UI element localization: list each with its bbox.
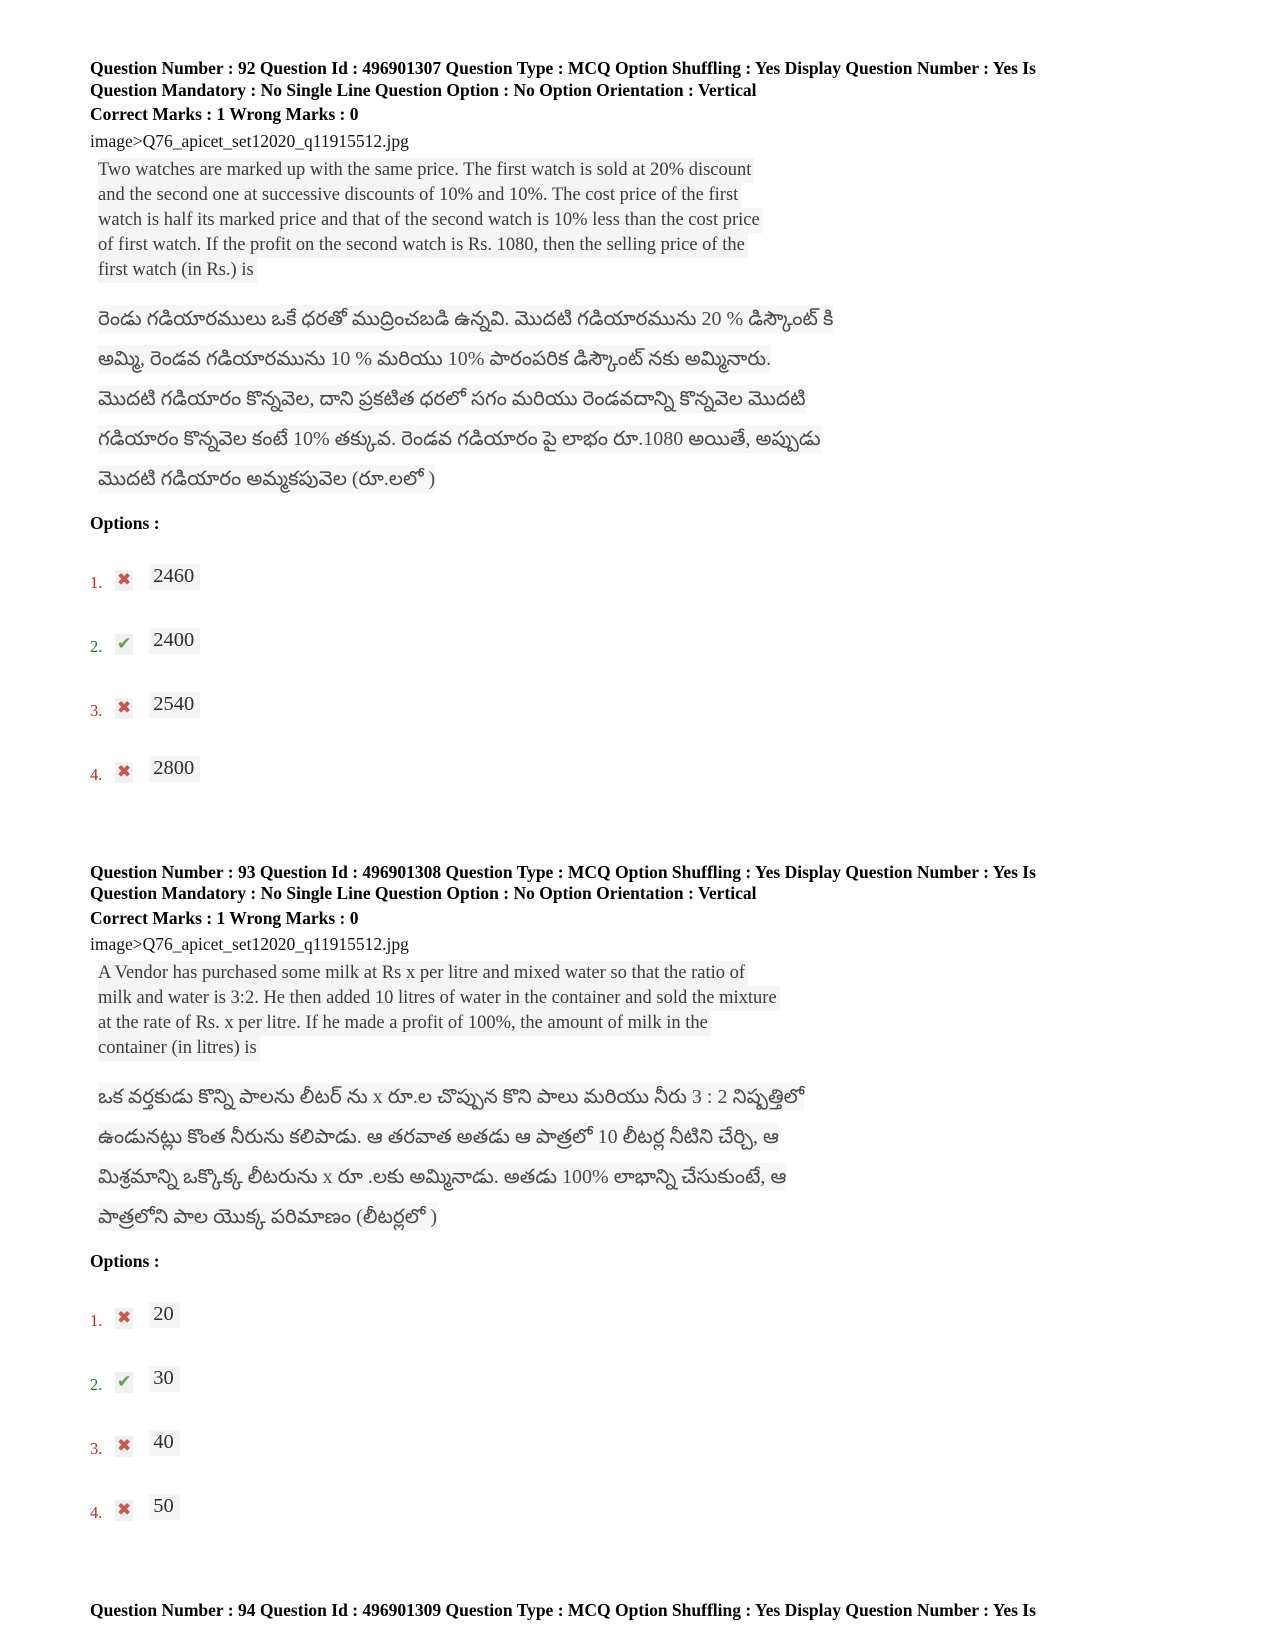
option-number: 4. bbox=[90, 764, 103, 784]
telugu-text-line bbox=[98, 299, 1195, 339]
question-text-english bbox=[90, 158, 1195, 283]
question-meta-header: Question Mandatory : No Single Line Question Option : No Option Orientation : Vertical bbox=[90, 79, 757, 100]
telugu-text-line bbox=[98, 459, 1195, 499]
question-block-94 bbox=[90, 1600, 1195, 1622]
english-text-line bbox=[98, 961, 1195, 986]
english-text-line-content: A Vendor has purchased some milk at Rs x per litre and mixed water so that the ratio of bbox=[98, 961, 748, 986]
english-text-line bbox=[98, 208, 1195, 233]
telugu-text-line-content: గడియారం కొన్నవెల కంటే 10% తక్కువ. రెండవ గడియారం పై లాభం రూ.1080 అయితే, అప్పుడు bbox=[98, 425, 821, 453]
option-value: 20 bbox=[149, 1302, 180, 1328]
english-text-line-content: and the second one at successive discounts of 10% and 10%. The cost price of the first bbox=[98, 183, 741, 208]
telugu-text-line-content: మొదటి గడియారం కొన్నవెల, దాని ప్రకటిత ధరలో సగం మరియు రెండవదాన్ని కొన్నవెల మొదటి bbox=[98, 385, 806, 413]
option-number: 3. bbox=[90, 700, 103, 720]
option-value: 40 bbox=[149, 1430, 180, 1456]
telugu-text-line-content: పాత్రలోని పాల యొక్క పరిమాణం (లీటర్లలో ) bbox=[98, 1203, 437, 1231]
option-row-4 bbox=[90, 1494, 1195, 1528]
english-text-line-content: first watch (in Rs.) is bbox=[98, 258, 257, 283]
question-meta-header: Question Number : 94 Question Id : 496901309 Question Type : MCQ Option Shuffling : Yes Display Question Number : Yes Is bbox=[90, 1600, 1036, 1620]
question-meta-header: Question Number : 93 Question Id : 496901308 Question Type : MCQ Option Shuffling : Yes Display Question Number : Yes Is bbox=[90, 861, 1036, 882]
question-marks-line: Correct Marks : 1 Wrong Marks : 0 bbox=[90, 104, 359, 124]
option-value: 2540 bbox=[149, 692, 200, 718]
question-text-english bbox=[90, 961, 1195, 1061]
option-number: 4. bbox=[90, 1503, 103, 1522]
question-text-telugu bbox=[90, 299, 1195, 499]
english-text-line-content: of first watch. If the profit on the second watch is Rs. 1080, then the selling price of the bbox=[98, 233, 748, 258]
telugu-text-line bbox=[98, 1077, 1195, 1117]
option-value: 2400 bbox=[149, 628, 200, 654]
question-image-reference: image>Q76_apicet_set12020_q11915512.jpg bbox=[90, 130, 409, 151]
correct-check-icon: ✔ bbox=[117, 1372, 132, 1392]
telugu-text-line bbox=[98, 419, 1195, 459]
english-text-line-content: at the rate of Rs. x per litre. If he made a profit of 100%, the amount of milk in the bbox=[98, 1011, 711, 1036]
option-row-4 bbox=[90, 756, 1195, 790]
option-value: 2800 bbox=[149, 756, 200, 782]
question-meta-header: Question Number : 92 Question Id : 496901307 Question Type : MCQ Option Shuffling : Yes Display Question Number : Yes Is bbox=[90, 58, 1036, 78]
wrong-cross-icon: ✖ bbox=[117, 761, 132, 782]
question-meta-header: Question Mandatory : No Single Line Question Option : No Option Orientation : Vertical bbox=[90, 883, 757, 903]
wrong-cross-icon: ✖ bbox=[117, 1308, 132, 1328]
telugu-text-line bbox=[98, 379, 1195, 419]
english-text-line bbox=[98, 183, 1195, 208]
telugu-text-line bbox=[98, 339, 1195, 379]
telugu-text-line-content: అమ్మి, రెండవ గడియారమును 10 % మరియు 10% పారంపరిక డిస్కౌంట్ నకు అమ్మినారు. bbox=[98, 345, 771, 373]
wrong-cross-icon: ✖ bbox=[117, 1500, 132, 1520]
english-text-line bbox=[98, 233, 1195, 258]
option-row-2 bbox=[90, 628, 1195, 662]
option-value: 2460 bbox=[149, 564, 200, 590]
correct-check-icon: ✔ bbox=[117, 633, 132, 654]
question-image-reference: image>Q76_apicet_set12020_q11915512.jpg bbox=[90, 934, 409, 954]
option-number: 1. bbox=[90, 1311, 103, 1330]
english-text-line bbox=[98, 258, 1195, 283]
english-text-line bbox=[98, 1011, 1195, 1036]
english-text-line bbox=[98, 158, 1195, 183]
english-text-line bbox=[98, 986, 1195, 1011]
english-text-line-content: watch is half its marked price and that of the second watch is 10% less than the cost price bbox=[98, 208, 763, 233]
question-text-telugu bbox=[90, 1077, 1195, 1237]
telugu-text-line-content: ఉండునట్లు కొంత నీరును కలిపాడు. ఆ తరవాత అతడు ఆ పాత్రలో 10 లీటర్ల నీటిని చేర్చి, ఆ bbox=[98, 1123, 779, 1151]
telugu-text-line bbox=[98, 1157, 1195, 1197]
english-text-line-content: container (in litres) is bbox=[98, 1036, 260, 1061]
telugu-text-line-content: మొదటి గడియారం అమ్మకపువెల (రూ.లలో ) bbox=[98, 465, 435, 493]
telugu-text-line bbox=[98, 1197, 1195, 1237]
option-row-1 bbox=[90, 1302, 1195, 1336]
option-value: 30 bbox=[149, 1366, 180, 1392]
option-number: 1. bbox=[90, 572, 103, 592]
telugu-text-line-content: రెండు గడియారములు ఒకే ధరతో ముద్రించబడి ఉన్నవి. మొదటి గడియారమును 20 % డిస్కౌంట్ కి bbox=[98, 305, 833, 333]
wrong-cross-icon: ✖ bbox=[117, 1436, 132, 1456]
question-marks-line: Correct Marks : 1 Wrong Marks : 0 bbox=[90, 907, 359, 928]
questions-list bbox=[90, 58, 1195, 1622]
telugu-text-line bbox=[98, 1117, 1195, 1157]
telugu-text-line-content: ఒక వర్తకుడు కొన్ని పాలను లీటర్ ను x రూ.ల చొప్పున కొని పాలు మరియు నీరు 3 : 2 నిష్పత్తిలో bbox=[98, 1083, 804, 1111]
english-text-line-content: milk and water is 3:2. He then added 10 litres of water in the container and sold the mixture bbox=[98, 986, 780, 1011]
english-text-line bbox=[98, 1036, 1195, 1061]
option-row-2 bbox=[90, 1366, 1195, 1400]
options-label: Options : bbox=[90, 1251, 160, 1271]
question-block-93 bbox=[90, 862, 1195, 1529]
option-number: 2. bbox=[90, 636, 103, 656]
option-value: 50 bbox=[149, 1494, 180, 1520]
english-text-line-content: Two watches are marked up with the same price. The first watch is sold at 20% discount bbox=[98, 158, 754, 183]
question-block-92 bbox=[90, 58, 1195, 790]
option-row-3 bbox=[90, 692, 1195, 726]
option-number: 3. bbox=[90, 1439, 103, 1458]
option-row-1 bbox=[90, 564, 1195, 598]
telugu-text-line-content: మిశ్రమాన్ని ఒక్కొక్క లీటరును x రూ .లకు అమ్మినాడు. అతడు 100% లాభాన్ని చేసుకుంటే, ఆ bbox=[98, 1163, 786, 1191]
options-label: Options : bbox=[90, 512, 160, 533]
wrong-cross-icon: ✖ bbox=[117, 697, 132, 718]
option-row-3 bbox=[90, 1430, 1195, 1464]
wrong-cross-icon: ✖ bbox=[117, 569, 132, 590]
option-number: 2. bbox=[90, 1375, 103, 1394]
